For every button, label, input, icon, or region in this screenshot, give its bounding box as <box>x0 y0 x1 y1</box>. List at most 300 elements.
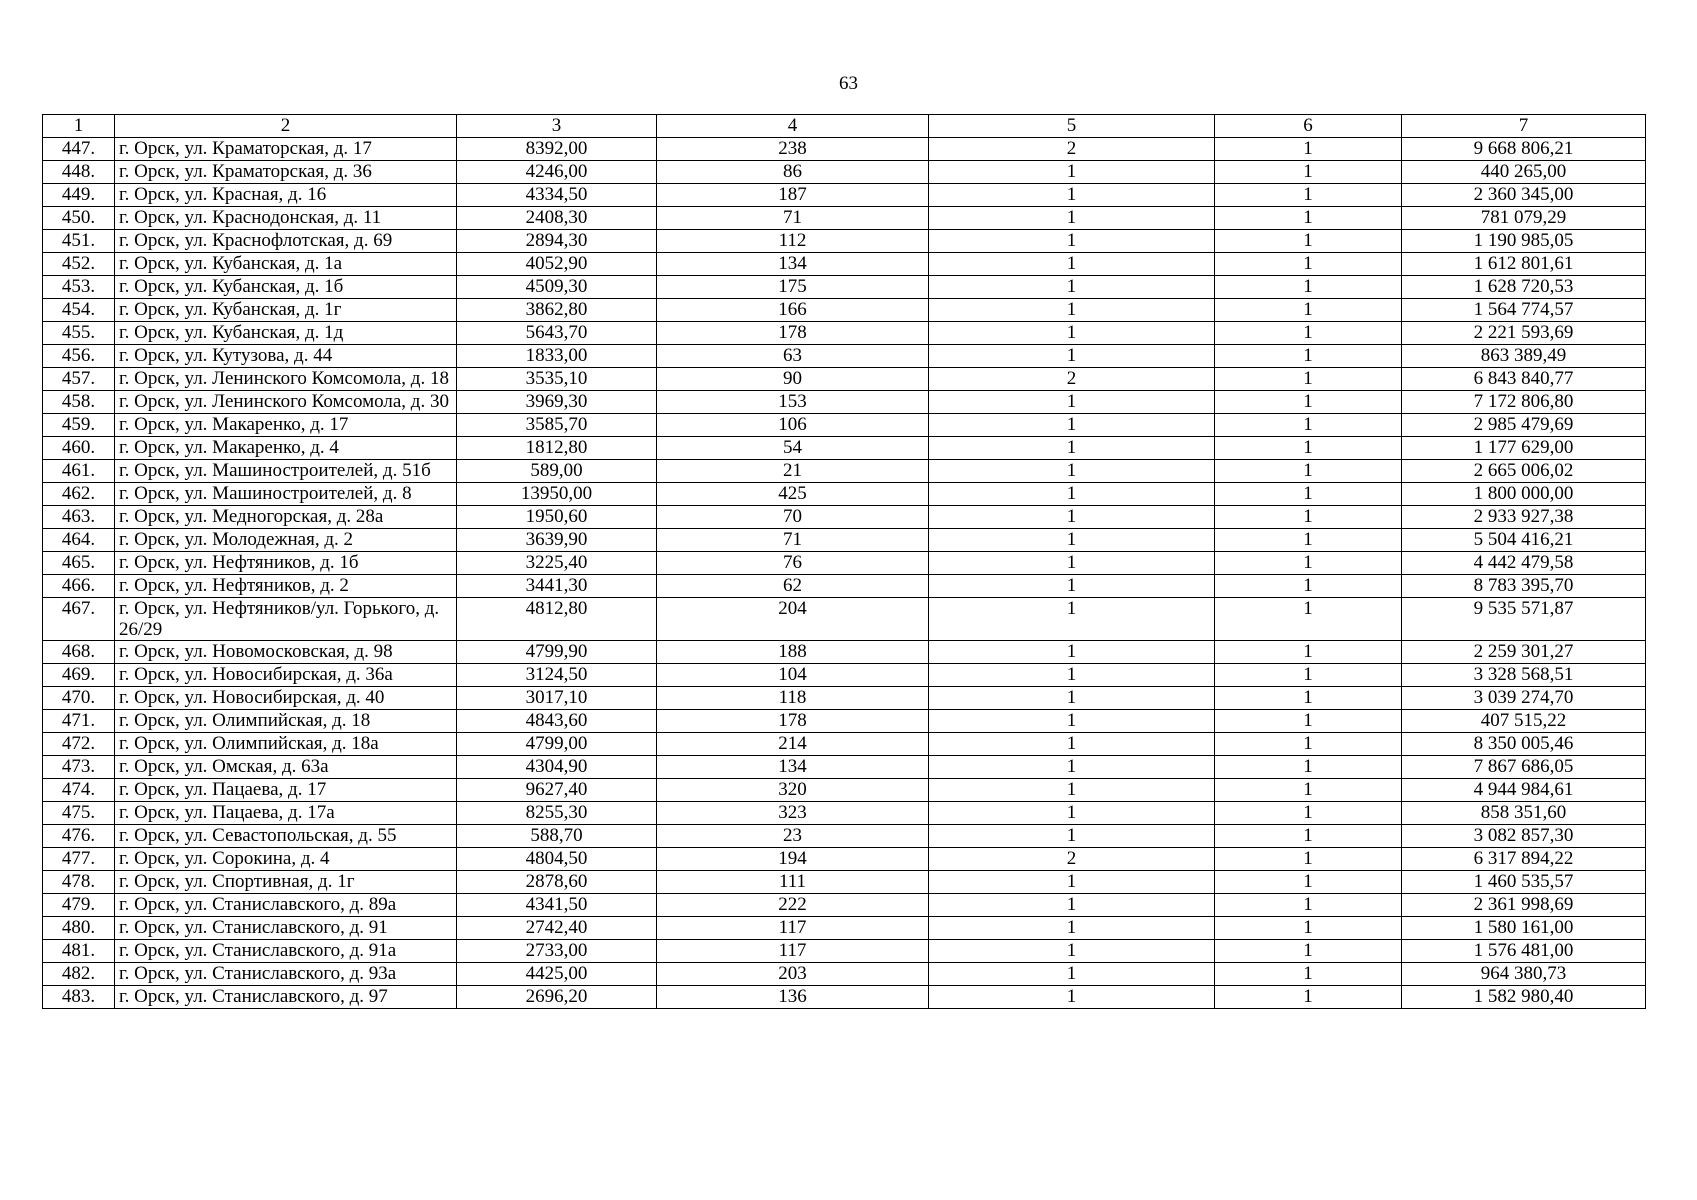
residents-cell: 136 <box>657 986 929 1009</box>
table-row <box>43 940 1646 963</box>
table-row <box>43 802 1646 825</box>
col5-cell: 1 <box>929 552 1215 575</box>
residents-cell: 70 <box>657 506 929 529</box>
col5-cell: 1 <box>929 894 1215 917</box>
address-cell: г. Орск, ул. Спортивная, д. 1г <box>115 871 457 894</box>
table-row <box>43 253 1646 276</box>
table-row <box>43 756 1646 779</box>
area-cell: 8255,30 <box>457 802 657 825</box>
col6-cell: 1 <box>1215 184 1402 207</box>
column-header: 5 <box>929 115 1215 138</box>
table-row <box>43 529 1646 552</box>
address-cell: г. Орск, ул. Макаренко, д. 17 <box>115 414 457 437</box>
address-cell: г. Орск, ул. Машиностроителей, д. 51б <box>115 460 457 483</box>
cost-cell: 964 380,73 <box>1402 963 1646 986</box>
area-cell: 13950,00 <box>457 483 657 506</box>
residents-cell: 320 <box>657 779 929 802</box>
col6-cell: 1 <box>1215 687 1402 710</box>
cost-cell: 1 580 161,00 <box>1402 917 1646 940</box>
area-cell: 3639,90 <box>457 529 657 552</box>
cost-cell: 781 079,29 <box>1402 207 1646 230</box>
residents-cell: 222 <box>657 894 929 917</box>
residents-cell: 104 <box>657 664 929 687</box>
col5-cell: 1 <box>929 940 1215 963</box>
area-cell: 3535,10 <box>457 368 657 391</box>
col5-cell: 1 <box>929 733 1215 756</box>
col6-cell: 1 <box>1215 779 1402 802</box>
row-number: 451. <box>43 230 115 253</box>
col5-cell: 2 <box>929 138 1215 161</box>
cost-cell: 3 082 857,30 <box>1402 825 1646 848</box>
row-number: 472. <box>43 733 115 756</box>
table-row <box>43 779 1646 802</box>
address-cell: г. Орск, ул. Станиславского, д. 93а <box>115 963 457 986</box>
cost-cell: 2 259 301,27 <box>1402 641 1646 664</box>
row-number: 448. <box>43 161 115 184</box>
column-header: 1 <box>43 115 115 138</box>
address-cell: г. Орск, ул. Медногорская, д. 28а <box>115 506 457 529</box>
row-number: 458. <box>43 391 115 414</box>
cost-cell: 8 783 395,70 <box>1402 575 1646 598</box>
residents-cell: 106 <box>657 414 929 437</box>
row-number: 468. <box>43 641 115 664</box>
area-cell: 5643,70 <box>457 322 657 345</box>
col6-cell: 1 <box>1215 552 1402 575</box>
address-cell: г. Орск, ул. Нефтяников, д. 1б <box>115 552 457 575</box>
area-cell: 3441,30 <box>457 575 657 598</box>
address-cell: г. Орск, ул. Кубанская, д. 1д <box>115 322 457 345</box>
address-cell: г. Орск, ул. Сорокина, д. 4 <box>115 848 457 871</box>
col5-cell: 1 <box>929 483 1215 506</box>
row-number: 469. <box>43 664 115 687</box>
cost-cell: 2 933 927,38 <box>1402 506 1646 529</box>
col5-cell: 1 <box>929 575 1215 598</box>
row-number: 481. <box>43 940 115 963</box>
address-cell: г. Орск, ул. Кубанская, д. 1г <box>115 299 457 322</box>
row-number: 463. <box>43 506 115 529</box>
cost-cell: 3 039 274,70 <box>1402 687 1646 710</box>
residents-cell: 111 <box>657 871 929 894</box>
row-number: 466. <box>43 575 115 598</box>
col5-cell: 1 <box>929 391 1215 414</box>
residents-cell: 214 <box>657 733 929 756</box>
residents-cell: 63 <box>657 345 929 368</box>
address-cell: г. Орск, ул. Нефтяников, д. 2 <box>115 575 457 598</box>
address-cell: г. Орск, ул. Пацаева, д. 17а <box>115 802 457 825</box>
row-number: 461. <box>43 460 115 483</box>
col6-cell: 1 <box>1215 963 1402 986</box>
col5-cell: 1 <box>929 230 1215 253</box>
col6-cell: 1 <box>1215 276 1402 299</box>
residents-cell: 62 <box>657 575 929 598</box>
row-number: 470. <box>43 687 115 710</box>
residents-cell: 23 <box>657 825 929 848</box>
col5-cell: 1 <box>929 529 1215 552</box>
area-cell: 3862,80 <box>457 299 657 322</box>
col6-cell: 1 <box>1215 230 1402 253</box>
cost-cell: 440 265,00 <box>1402 161 1646 184</box>
table-row <box>43 483 1646 506</box>
area-cell: 2696,20 <box>457 986 657 1009</box>
col5-cell: 1 <box>929 641 1215 664</box>
residents-cell: 323 <box>657 802 929 825</box>
col5-cell: 1 <box>929 414 1215 437</box>
cost-cell: 3 328 568,51 <box>1402 664 1646 687</box>
col5-cell: 1 <box>929 437 1215 460</box>
cost-cell: 5 504 416,21 <box>1402 529 1646 552</box>
col6-cell: 1 <box>1215 138 1402 161</box>
col6-cell: 1 <box>1215 299 1402 322</box>
residents-cell: 194 <box>657 848 929 871</box>
table-row <box>43 460 1646 483</box>
residents-cell: 134 <box>657 756 929 779</box>
col5-cell: 2 <box>929 848 1215 871</box>
table-row <box>43 894 1646 917</box>
residents-cell: 54 <box>657 437 929 460</box>
col5-cell: 1 <box>929 871 1215 894</box>
row-number: 449. <box>43 184 115 207</box>
area-cell: 3124,50 <box>457 664 657 687</box>
col6-cell: 1 <box>1215 437 1402 460</box>
area-cell: 2742,40 <box>457 917 657 940</box>
row-number: 455. <box>43 322 115 345</box>
col5-cell: 1 <box>929 161 1215 184</box>
col6-cell: 1 <box>1215 917 1402 940</box>
col5-cell: 1 <box>929 184 1215 207</box>
column-header: 4 <box>657 115 929 138</box>
col5-cell: 1 <box>929 986 1215 1009</box>
col6-cell: 1 <box>1215 894 1402 917</box>
col6-cell: 1 <box>1215 641 1402 664</box>
col6-cell: 1 <box>1215 733 1402 756</box>
table-row <box>43 391 1646 414</box>
row-number: 482. <box>43 963 115 986</box>
address-cell: г. Орск, ул. Станиславского, д. 91 <box>115 917 457 940</box>
area-cell: 4341,50 <box>457 894 657 917</box>
address-cell: г. Орск, ул. Ленинского Комсомола, д. 30 <box>115 391 457 414</box>
address-cell: г. Орск, ул. Краматорская, д. 36 <box>115 161 457 184</box>
row-number: 453. <box>43 276 115 299</box>
table-row <box>43 506 1646 529</box>
table-row <box>43 138 1646 161</box>
address-cell: г. Орск, ул. Молодежная, д. 2 <box>115 529 457 552</box>
col6-cell: 1 <box>1215 483 1402 506</box>
table-row <box>43 598 1646 641</box>
column-header: 3 <box>457 115 657 138</box>
residents-cell: 118 <box>657 687 929 710</box>
area-cell: 4304,90 <box>457 756 657 779</box>
area-cell: 4334,50 <box>457 184 657 207</box>
area-cell: 3225,40 <box>457 552 657 575</box>
cost-cell: 1 177 629,00 <box>1402 437 1646 460</box>
residents-cell: 71 <box>657 207 929 230</box>
residents-cell: 238 <box>657 138 929 161</box>
residents-cell: 90 <box>657 368 929 391</box>
col6-cell: 1 <box>1215 871 1402 894</box>
area-cell: 2878,60 <box>457 871 657 894</box>
row-number: 452. <box>43 253 115 276</box>
col6-cell: 1 <box>1215 802 1402 825</box>
table-row <box>43 207 1646 230</box>
cost-cell: 7 172 806,80 <box>1402 391 1646 414</box>
col6-cell: 1 <box>1215 575 1402 598</box>
residents-cell: 178 <box>657 710 929 733</box>
residents-cell: 178 <box>657 322 929 345</box>
address-cell: г. Орск, ул. Краснодонская, д. 11 <box>115 207 457 230</box>
area-cell: 4799,00 <box>457 733 657 756</box>
row-number: 475. <box>43 802 115 825</box>
table-row <box>43 641 1646 664</box>
address-cell: г. Орск, ул. Красная, д. 16 <box>115 184 457 207</box>
col6-cell: 1 <box>1215 598 1402 641</box>
table-row <box>43 848 1646 871</box>
row-number: 476. <box>43 825 115 848</box>
col6-cell: 1 <box>1215 848 1402 871</box>
row-number: 460. <box>43 437 115 460</box>
residents-cell: 203 <box>657 963 929 986</box>
col6-cell: 1 <box>1215 710 1402 733</box>
address-cell: г. Орск, ул. Новосибирская, д. 36а <box>115 664 457 687</box>
col6-cell: 1 <box>1215 940 1402 963</box>
residents-cell: 175 <box>657 276 929 299</box>
col5-cell: 1 <box>929 506 1215 529</box>
cost-cell: 863 389,49 <box>1402 345 1646 368</box>
table-row <box>43 986 1646 1009</box>
col6-cell: 1 <box>1215 253 1402 276</box>
area-cell: 3017,10 <box>457 687 657 710</box>
row-number: 465. <box>43 552 115 575</box>
cost-cell: 2 985 479,69 <box>1402 414 1646 437</box>
col5-cell: 1 <box>929 779 1215 802</box>
col5-cell: 1 <box>929 276 1215 299</box>
area-cell: 1950,60 <box>457 506 657 529</box>
area-cell: 1833,00 <box>457 345 657 368</box>
col6-cell: 1 <box>1215 368 1402 391</box>
col6-cell: 1 <box>1215 345 1402 368</box>
col6-cell: 1 <box>1215 529 1402 552</box>
cost-cell: 1 460 535,57 <box>1402 871 1646 894</box>
residents-cell: 204 <box>657 598 929 641</box>
address-cell: г. Орск, ул. Машиностроителей, д. 8 <box>115 483 457 506</box>
table-row <box>43 917 1646 940</box>
cost-cell: 1 564 774,57 <box>1402 299 1646 322</box>
cost-cell: 2 360 345,00 <box>1402 184 1646 207</box>
cost-cell: 7 867 686,05 <box>1402 756 1646 779</box>
residents-cell: 117 <box>657 917 929 940</box>
area-cell: 2408,30 <box>457 207 657 230</box>
row-number: 479. <box>43 894 115 917</box>
table-row <box>43 345 1646 368</box>
address-cell: г. Орск, ул. Кутузова, д. 44 <box>115 345 457 368</box>
col6-cell: 1 <box>1215 414 1402 437</box>
area-cell: 3969,30 <box>457 391 657 414</box>
col6-cell: 1 <box>1215 322 1402 345</box>
address-cell: г. Орск, ул. Пацаева, д. 17 <box>115 779 457 802</box>
address-cell: г. Орск, ул. Омская, д. 63а <box>115 756 457 779</box>
col6-cell: 1 <box>1215 506 1402 529</box>
col5-cell: 1 <box>929 825 1215 848</box>
row-number: 454. <box>43 299 115 322</box>
column-header: 7 <box>1402 115 1646 138</box>
residents-cell: 188 <box>657 641 929 664</box>
table-row <box>43 322 1646 345</box>
residents-cell: 76 <box>657 552 929 575</box>
table-row <box>43 710 1646 733</box>
col5-cell: 1 <box>929 917 1215 940</box>
table-row <box>43 368 1646 391</box>
col6-cell: 1 <box>1215 207 1402 230</box>
area-cell: 4246,00 <box>457 161 657 184</box>
address-cell: г. Орск, ул. Новосибирская, д. 40 <box>115 687 457 710</box>
table-row <box>43 276 1646 299</box>
col5-cell: 1 <box>929 756 1215 779</box>
col5-cell: 2 <box>929 368 1215 391</box>
row-number: 473. <box>43 756 115 779</box>
cost-cell: 1 628 720,53 <box>1402 276 1646 299</box>
column-header: 6 <box>1215 115 1402 138</box>
table-row <box>43 161 1646 184</box>
col6-cell: 1 <box>1215 391 1402 414</box>
residents-cell: 71 <box>657 529 929 552</box>
col5-cell: 1 <box>929 460 1215 483</box>
area-cell: 4843,60 <box>457 710 657 733</box>
table-row <box>43 437 1646 460</box>
cost-cell: 4 944 984,61 <box>1402 779 1646 802</box>
registry-table <box>42 114 1646 1009</box>
col5-cell: 1 <box>929 664 1215 687</box>
address-cell: г. Орск, ул. Краснофлотская, д. 69 <box>115 230 457 253</box>
col5-cell: 1 <box>929 299 1215 322</box>
table-row <box>43 871 1646 894</box>
row-number: 477. <box>43 848 115 871</box>
row-number: 462. <box>43 483 115 506</box>
col6-cell: 1 <box>1215 161 1402 184</box>
residents-cell: 153 <box>657 391 929 414</box>
cost-cell: 6 843 840,77 <box>1402 368 1646 391</box>
residents-cell: 425 <box>657 483 929 506</box>
area-cell: 4812,80 <box>457 598 657 641</box>
address-cell: г. Орск, ул. Новомосковская, д. 98 <box>115 641 457 664</box>
table-body <box>43 138 1646 1009</box>
table-row <box>43 687 1646 710</box>
table-row <box>43 230 1646 253</box>
cost-cell: 8 350 005,46 <box>1402 733 1646 756</box>
row-number: 450. <box>43 207 115 230</box>
address-cell: г. Орск, ул. Нефтяников/ул. Горького, д. 26/29 <box>115 598 457 641</box>
table-row <box>43 825 1646 848</box>
address-cell: г. Орск, ул. Ленинского Комсомола, д. 18 <box>115 368 457 391</box>
area-cell: 2733,00 <box>457 940 657 963</box>
col6-cell: 1 <box>1215 825 1402 848</box>
area-cell: 9627,40 <box>457 779 657 802</box>
area-cell: 4799,90 <box>457 641 657 664</box>
col6-cell: 1 <box>1215 986 1402 1009</box>
cost-cell: 2 665 006,02 <box>1402 460 1646 483</box>
address-cell: г. Орск, ул. Краматорская, д. 17 <box>115 138 457 161</box>
area-cell: 1812,80 <box>457 437 657 460</box>
cost-cell: 1 582 980,40 <box>1402 986 1646 1009</box>
row-number: 478. <box>43 871 115 894</box>
col6-cell: 1 <box>1215 664 1402 687</box>
residents-cell: 112 <box>657 230 929 253</box>
col5-cell: 1 <box>929 253 1215 276</box>
area-cell: 4052,90 <box>457 253 657 276</box>
col5-cell: 1 <box>929 345 1215 368</box>
table-row <box>43 963 1646 986</box>
address-cell: г. Орск, ул. Станиславского, д. 89а <box>115 894 457 917</box>
table-row <box>43 552 1646 575</box>
residents-cell: 187 <box>657 184 929 207</box>
cost-cell: 4 442 479,58 <box>1402 552 1646 575</box>
table-row <box>43 414 1646 437</box>
residents-cell: 134 <box>657 253 929 276</box>
residents-cell: 86 <box>657 161 929 184</box>
col5-cell: 1 <box>929 963 1215 986</box>
cost-cell: 1 800 000,00 <box>1402 483 1646 506</box>
cost-cell: 2 221 593,69 <box>1402 322 1646 345</box>
row-number: 471. <box>43 710 115 733</box>
row-number: 474. <box>43 779 115 802</box>
area-cell: 588,70 <box>457 825 657 848</box>
col5-cell: 1 <box>929 710 1215 733</box>
cost-cell: 2 361 998,69 <box>1402 894 1646 917</box>
table-row <box>43 575 1646 598</box>
address-cell: г. Орск, ул. Кубанская, д. 1б <box>115 276 457 299</box>
table-row <box>43 664 1646 687</box>
area-cell: 4804,50 <box>457 848 657 871</box>
column-header: 2 <box>115 115 457 138</box>
address-cell: г. Орск, ул. Севастопольская, д. 55 <box>115 825 457 848</box>
col6-cell: 1 <box>1215 756 1402 779</box>
area-cell: 589,00 <box>457 460 657 483</box>
row-number: 457. <box>43 368 115 391</box>
col5-cell: 1 <box>929 687 1215 710</box>
cost-cell: 1 190 985,05 <box>1402 230 1646 253</box>
page-number: 63 <box>839 73 858 94</box>
cost-cell: 6 317 894,22 <box>1402 848 1646 871</box>
table-row <box>43 184 1646 207</box>
address-cell: г. Орск, ул. Макаренко, д. 4 <box>115 437 457 460</box>
cost-cell: 1 612 801,61 <box>1402 253 1646 276</box>
col5-cell: 1 <box>929 322 1215 345</box>
row-number: 447. <box>43 138 115 161</box>
row-number: 467. <box>43 598 115 641</box>
area-cell: 2894,30 <box>457 230 657 253</box>
row-number: 483. <box>43 986 115 1009</box>
address-cell: г. Орск, ул. Станиславского, д. 91а <box>115 940 457 963</box>
address-cell: г. Орск, ул. Олимпийская, д. 18 <box>115 710 457 733</box>
address-cell: г. Орск, ул. Станиславского, д. 97 <box>115 986 457 1009</box>
cost-cell: 1 576 481,00 <box>1402 940 1646 963</box>
col6-cell: 1 <box>1215 460 1402 483</box>
header-row <box>43 115 1646 138</box>
table-row <box>43 299 1646 322</box>
area-cell: 3585,70 <box>457 414 657 437</box>
residents-cell: 21 <box>657 460 929 483</box>
row-number: 456. <box>43 345 115 368</box>
cost-cell: 9 668 806,21 <box>1402 138 1646 161</box>
area-cell: 8392,00 <box>457 138 657 161</box>
area-cell: 4425,00 <box>457 963 657 986</box>
cost-cell: 407 515,22 <box>1402 710 1646 733</box>
col5-cell: 1 <box>929 598 1215 641</box>
table-header <box>43 115 1646 138</box>
area-cell: 4509,30 <box>457 276 657 299</box>
address-cell: г. Орск, ул. Олимпийская, д. 18а <box>115 733 457 756</box>
address-cell: г. Орск, ул. Кубанская, д. 1а <box>115 253 457 276</box>
row-number: 459. <box>43 414 115 437</box>
cost-cell: 858 351,60 <box>1402 802 1646 825</box>
